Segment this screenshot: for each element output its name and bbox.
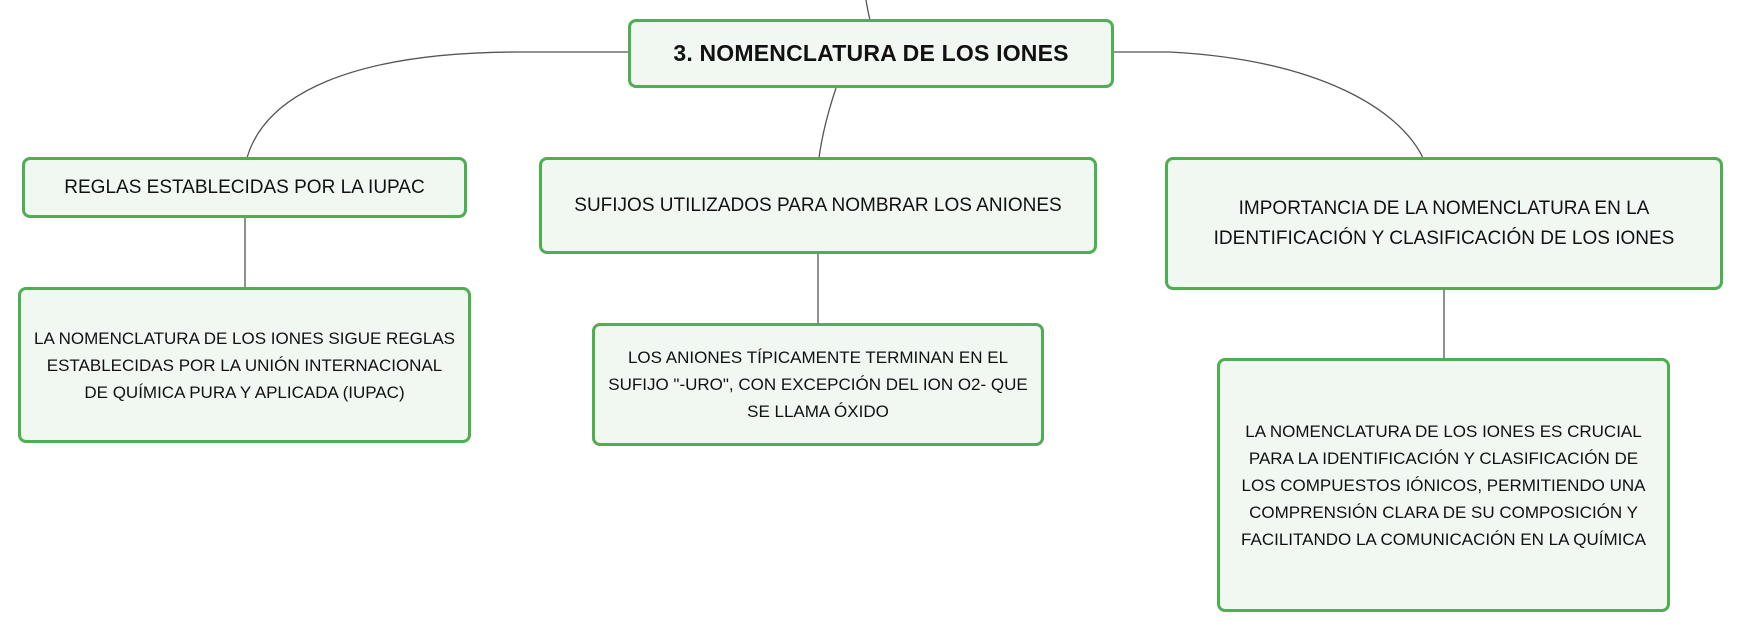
- detail-node-anion-suffixes[interactable]: [592, 323, 1044, 446]
- branch-node-iupac-rules[interactable]: [22, 157, 467, 218]
- branch-node-anion-suffixes[interactable]: [539, 157, 1097, 254]
- detail-node-text: LA NOMENCLATURA DE LOS IONES SIGUE REGLAS ESTABLECIDAS POR LA UNIÓN INTERNACIONAL DE QUÍMICA PURA Y APLICADA (IUPAC): [33, 328, 456, 402]
- detail-node-text: LOS ANIONES TÍPICAMENTE TERMINAN EN EL SUFIJO "-URO", CON EXCEPCIÓN DEL ION O2- QUE SE LLAMA ÓXIDO: [608, 348, 1028, 421]
- branch-node-label: IMPORTANCIA DE LA NOMENCLATURA EN LA IDENTIFICACIÓN Y CLASIFICACIÓN DE LOS IONES: [1213, 197, 1675, 249]
- connector-root-to-branch-3: [1112, 52, 1423, 158]
- detail-node-text: LA NOMENCLATURA DE LOS IONES ES CRUCIAL PARA LA IDENTIFICACIÓN Y CLASIFICACIÓN DE LOS COMPUESTOS IÓNICOS, PERMITIENDO UNA COMPRENSIÓN CLARA DE SU COMPOSICIÓN Y FACILITANDO LA COMUNICACIÓN EN LA QUÍMICA: [1241, 421, 1646, 549]
- branch-node-label: REGLAS ESTABLECIDAS POR LA IUPAC: [64, 176, 425, 198]
- root-node[interactable]: [628, 19, 1114, 88]
- connector-root-to-branch-2: [819, 88, 836, 158]
- branch-node-importance[interactable]: [1165, 157, 1723, 290]
- connector-from-parent: [866, 0, 870, 20]
- branch-node-label: SUFIJOS UTILIZADOS PARA NOMBRAR LOS ANIONES: [574, 194, 1062, 216]
- connector-root-to-branch-1: [247, 52, 628, 158]
- root-node-label: 3. NOMENCLATURA DE LOS IONES: [673, 40, 1069, 66]
- detail-node-importance[interactable]: [1217, 358, 1670, 612]
- detail-node-iupac-rules[interactable]: [18, 287, 471, 443]
